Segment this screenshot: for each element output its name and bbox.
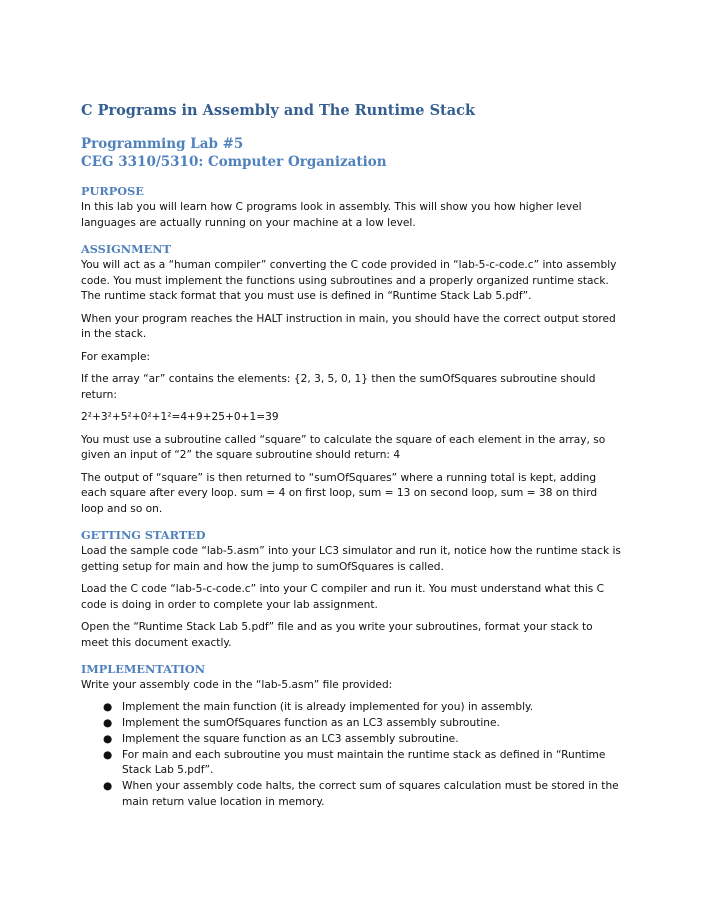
bullet-icon: ● <box>103 748 113 761</box>
list-item-text: Implement the main function (it is already implemented for you) in assembly. <box>122 700 534 713</box>
heading-getting-started: GETTING STARTED <box>81 528 206 542</box>
bullet-icon: ● <box>103 732 113 745</box>
assignment-paragraph-3: For example: <box>81 350 151 363</box>
assignment-paragraph-7: The output of “square” is then returned to “sumOfSquares” where a running total is kept, adding each square after every loop. sum = 4 on first loop, sum = 13 on second loop, sum = 38 on third loop and so on. <box>81 471 598 515</box>
list-item <box>103 700 622 716</box>
section-implementation <box>81 661 622 810</box>
list-item <box>103 716 622 732</box>
doc-subtitle-course: CEG 3310/5310: Computer Organization <box>81 154 387 170</box>
assignment-paragraph-6: You must use a subroutine called “square” to calculate the square of each element in the array, so given an input of “2” the square subroutine should return: 4 <box>81 433 606 461</box>
list-item <box>103 732 622 748</box>
assignment-equation: 2²+3²+5²+0²+1²=4+9+25+0+1=39 <box>81 411 279 423</box>
implementation-list <box>81 700 622 811</box>
purpose-paragraph: In this lab you will learn how C programs look in assembly. This will show you how higher level languages are actually running on your machine at a low level. <box>81 201 582 229</box>
implementation-paragraph: Write your assembly code in the “lab-5.asm” file provided: <box>81 679 393 691</box>
list-item-text: Implement the square function as an LC3 assembly subroutine. <box>122 732 459 745</box>
getting-started-paragraph-3: Open the “Runtime Stack Lab 5.pdf” file and as you write your subroutines, format your stack to meet this document exactly. <box>81 621 593 649</box>
list-item <box>103 779 622 810</box>
assignment-paragraph-4: If the array “ar” contains the elements: {2, 3, 5, 0, 1} then the sumOfSquares subroutine should return: <box>81 373 596 401</box>
doc-subtitle-lab: Programming Lab #5 <box>81 136 244 152</box>
bullet-icon: ● <box>103 780 113 792</box>
bullet-icon: ● <box>103 716 113 729</box>
list-item-text: Implement the sumOfSquares function as an LC3 assembly subroutine. <box>122 716 500 729</box>
doc-title: C Programs in Assembly and The Runtime Stack <box>81 102 476 119</box>
list-item-text: When your assembly code halts, the correct sum of squares calculation must be stored in the main return value location in memory. <box>122 780 619 808</box>
list-item-text: For main and each subroutine you must maintain the runtime stack as defined in “Runtime Stack Lab 5.pdf”. <box>122 748 606 776</box>
getting-started-paragraph-1: Load the sample code “lab-5.asm” into your LC3 simulator and run it, notice how the runtime stack is getting setup for main and how the jump to sumOfSquares is called. <box>81 545 621 573</box>
assignment-paragraph-1: You will act as a “human compiler” converting the C code provided in “lab-5-c-code.c” into assembly code. You must implement the functions using subroutines and a properly organized runtime stack. The runtime stack format that you must use is defined in “Runtime Stack Lab 5.pdf”. <box>81 259 617 302</box>
getting-started-paragraph-2: Load the C code “lab-5-c-code.c” into your C compiler and run it. You must understand what this C code is doing in order to complete your lab assignment. <box>81 583 605 611</box>
assignment-paragraph-2: When your program reaches the HALT instruction in main, you should have the correct output stored in the stack. <box>81 312 616 340</box>
heading-purpose: PURPOSE <box>81 184 144 198</box>
section-assignment <box>81 241 622 517</box>
heading-implementation: IMPLEMENTATION <box>81 662 206 676</box>
bullet-icon: ● <box>103 700 113 713</box>
section-getting-started <box>81 527 622 651</box>
list-item <box>103 748 622 779</box>
section-purpose <box>81 183 622 231</box>
heading-assignment: ASSIGNMENT <box>81 242 171 256</box>
